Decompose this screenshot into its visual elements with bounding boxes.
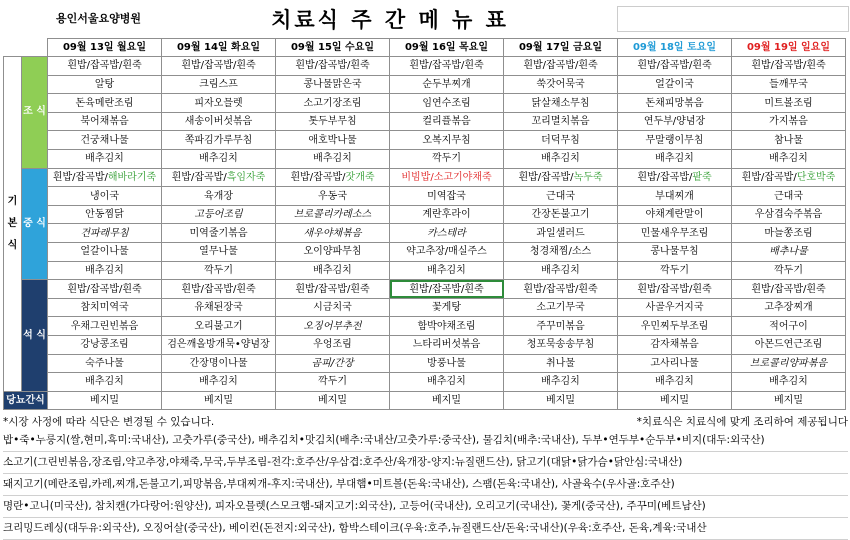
- menu-cell[interactable]: 새우야채볶음: [276, 224, 390, 243]
- menu-cell[interactable]: 간장돈불고기: [504, 205, 618, 224]
- menu-cell[interactable]: 검은깨올방개묵•양념장: [162, 336, 276, 355]
- menu-cell[interactable]: 약고추장/매실주스: [390, 243, 504, 262]
- menu-cell[interactable]: 들깨무국: [732, 75, 846, 94]
- notes-row: [3, 414, 848, 430]
- menu-cell[interactable]: [618, 168, 732, 187]
- menu-cell[interactable]: 베지밀: [618, 391, 732, 410]
- dinner-row: [4, 373, 846, 392]
- lunch-row: [4, 168, 846, 187]
- menu-cell[interactable]: 베지밀: [732, 391, 846, 410]
- day-header: 09월 18일 토요일: [618, 39, 732, 57]
- menu-cell[interactable]: 미역잡국: [390, 187, 504, 206]
- menu-cell[interactable]: 배추김치: [732, 373, 846, 392]
- menu-cell[interactable]: 깍두기: [618, 261, 732, 280]
- menu-cell[interactable]: 고추장찌개: [732, 298, 846, 317]
- menu-cell[interactable]: 아몬드연근조림: [732, 336, 846, 355]
- dinner-row: [4, 354, 846, 373]
- menu-cell[interactable]: 유채된장국: [162, 298, 276, 317]
- menu-cell[interactable]: 우채그린빈볶음: [48, 317, 162, 336]
- header-blank: [4, 39, 48, 57]
- menu-cell[interactable]: 배추김치: [390, 373, 504, 392]
- dinner-row: [4, 336, 846, 355]
- lunch-label: 중 식: [22, 168, 48, 280]
- menu-cell[interactable]: 임연수조림: [390, 94, 504, 113]
- menu-cell[interactable]: 사골우거지국: [618, 298, 732, 317]
- menu-cell[interactable]: 베지밀: [276, 391, 390, 410]
- day-header: 09월 15일 수요일: [276, 39, 390, 57]
- menu-cell[interactable]: 흰밥/잡곡밥/흰죽: [618, 57, 732, 76]
- menu-cell[interactable]: 오징어부추전: [276, 317, 390, 336]
- origin-line: 밥•죽•누룽지(쌀,현미,흑미:국내산), 고춧가루(중국산), 배추김치•맛김치(배추:국내산/고춧가루:중국산), 물김치(배추:국내산), 두부•연두부•순두부•비지(대두:외국산): [3, 430, 848, 452]
- breakfast-label: 조 식: [22, 57, 48, 169]
- menu-cell[interactable]: 청경채찜/소스: [504, 243, 618, 262]
- menu-cell[interactable]: 소고기장조림: [276, 94, 390, 113]
- menu-cell[interactable]: 컬리플볶음: [390, 112, 504, 131]
- day-header: 09월 13일 월요일: [48, 39, 162, 57]
- menu-cell[interactable]: 흰밥/잡곡밥/흰죽: [162, 57, 276, 76]
- menu-cell[interactable]: 우동국: [276, 187, 390, 206]
- menu-cell[interactable]: [48, 168, 162, 187]
- porridge-special: 흑임자죽: [226, 171, 266, 183]
- menu-cell[interactable]: 새송이버섯볶음: [162, 112, 276, 131]
- menu-cell[interactable]: 꼬리멸치볶음: [504, 112, 618, 131]
- menu-cell[interactable]: 깍두기: [390, 150, 504, 169]
- menu-cell[interactable]: 무말랭이무침: [618, 131, 732, 150]
- menu-cell[interactable]: 우엉조림: [276, 336, 390, 355]
- menu-cell[interactable]: 숙주나물: [48, 354, 162, 373]
- porridge-special: 해바라기죽: [107, 171, 157, 183]
- hospital-name: 용인서울요양병원: [56, 12, 142, 25]
- menu-cell[interactable]: 고등어조림: [162, 205, 276, 224]
- breakfast-row: [4, 75, 846, 94]
- menu-cell[interactable]: [276, 168, 390, 187]
- menu-cell[interactable]: 우삼겹숙주볶음: [732, 205, 846, 224]
- menu-cell[interactable]: 강낭콩조림: [48, 336, 162, 355]
- menu-cell[interactable]: 마늘쫑조림: [732, 224, 846, 243]
- menu-cell[interactable]: 배추김치: [162, 373, 276, 392]
- dinner-label: 석 식: [22, 280, 48, 392]
- menu-cell[interactable]: 배추김치: [618, 150, 732, 169]
- menu-cell[interactable]: 브로콜리양파볶음: [732, 354, 846, 373]
- dinner-row: [4, 298, 846, 317]
- menu-cell[interactable]: 야채계란말이: [618, 205, 732, 224]
- menu-cell[interactable]: 더덕무침: [504, 131, 618, 150]
- breakfast-row: [4, 131, 846, 150]
- page-title: 치료식 주 간 메 뉴 표: [271, 8, 509, 32]
- menu-cell[interactable]: 미역줄기볶음: [162, 224, 276, 243]
- rice-base: 흰밥/잡곡밥/: [518, 171, 574, 183]
- menu-cell[interactable]: 육개장: [162, 187, 276, 206]
- menu-cell[interactable]: 함박야채조림: [390, 317, 504, 336]
- menu-cell[interactable]: 배추김치: [276, 150, 390, 169]
- menu-cell[interactable]: 주꾸미볶음: [504, 317, 618, 336]
- menu-cell[interactable]: 가지볶음: [732, 112, 846, 131]
- menu-cell[interactable]: 흰밥/잡곡밥/흰죽: [276, 280, 390, 299]
- menu-cell[interactable]: 방풍나물: [390, 354, 504, 373]
- porridge-special: 팥죽: [692, 171, 712, 183]
- menu-cell[interactable]: 베지밀: [390, 391, 504, 410]
- menu-cell[interactable]: 민물새우무조림: [618, 224, 732, 243]
- rice-base: 흰밥/잡곡밥/: [637, 171, 693, 183]
- menu-cell[interactable]: 흰밥/잡곡밥/흰죽: [504, 57, 618, 76]
- menu-cell[interactable]: 배추김치: [48, 261, 162, 280]
- menu-cell[interactable]: 고사리나물: [618, 354, 732, 373]
- menu-cell[interactable]: 계란후라이: [390, 205, 504, 224]
- menu-cell[interactable]: 배추김치: [504, 150, 618, 169]
- menu-cell[interactable]: 오복지무침: [390, 131, 504, 150]
- menu-cell[interactable]: 흰밥/잡곡밥/흰죽: [48, 57, 162, 76]
- group-label: 기 본 식: [4, 57, 22, 392]
- origin-line: 크리밍드레싱(대두유:외국산), 오징어살(중국산), 베이컨(돈전지:외국산), 함박스테이크(우육:호주,뉴질랜드산/돈육:국내산)(우육:호주산, 돈육,계육:국내산: [3, 518, 848, 540]
- menu-cell[interactable]: 흰밥/잡곡밥/흰죽: [732, 280, 846, 299]
- menu-cell[interactable]: 쑥갓어묵국: [504, 75, 618, 94]
- menu-cell[interactable]: 북어채볶음: [48, 112, 162, 131]
- menu-cell[interactable]: 흰밥/잡곡밥/흰죽: [162, 280, 276, 299]
- snack-label: 당뇨간식: [4, 391, 48, 410]
- day-header: 09월 17일 금요일: [504, 39, 618, 57]
- menu-cell[interactable]: 얼갈이국: [618, 75, 732, 94]
- rice-base: 흰밥/잡곡밥/: [52, 171, 108, 183]
- menu-cell[interactable]: 열무나물: [162, 243, 276, 262]
- menu-cell[interactable]: 적어구이: [732, 317, 846, 336]
- menu-cell[interactable]: 연두부/양념장: [618, 112, 732, 131]
- menu-cell[interactable]: [162, 168, 276, 187]
- menu-cell[interactable]: 꽃게탕: [390, 298, 504, 317]
- menu-cell[interactable]: 배추김치: [504, 261, 618, 280]
- menu-cell[interactable]: 시금치국: [276, 298, 390, 317]
- menu-cell[interactable]: 크림스프: [162, 75, 276, 94]
- menu-cell[interactable]: 냉이국: [48, 187, 162, 206]
- menu-cell[interactable]: 청포묵송송무침: [504, 336, 618, 355]
- menu-cell[interactable]: 배추김치: [162, 150, 276, 169]
- menu-cell[interactable]: 피자오믈렛: [162, 94, 276, 113]
- menu-cell[interactable]: 느타리버섯볶음: [390, 336, 504, 355]
- menu-cell[interactable]: 콩나물맑은국: [276, 75, 390, 94]
- menu-cell[interactable]: 배추김치: [276, 261, 390, 280]
- menu-cell[interactable]: 우민찌두부조림: [618, 317, 732, 336]
- menu-cell[interactable]: 베지밀: [504, 391, 618, 410]
- lunch-row: [4, 243, 846, 262]
- menu-cell[interactable]: 브로콜리카레소스: [276, 205, 390, 224]
- day-header: 09월 16일 목요일: [390, 39, 504, 57]
- menu-cell[interactable]: 닭살채소무침: [504, 94, 618, 113]
- breakfast-row: [4, 150, 846, 169]
- menu-cell[interactable]: 얼갈이나물: [48, 243, 162, 262]
- menu-cell[interactable]: 애호박나물: [276, 131, 390, 150]
- menu-cell[interactable]: 취나물: [504, 354, 618, 373]
- menu-cell[interactable]: 흰밥/잡곡밥/흰죽: [618, 280, 732, 299]
- weekly-menu-table: [3, 38, 846, 410]
- menu-cell[interactable]: 깍두기: [162, 261, 276, 280]
- menu-cell[interactable]: [732, 168, 846, 187]
- menu-cell[interactable]: 부대찌개: [618, 187, 732, 206]
- menu-cell[interactable]: 근대국: [732, 187, 846, 206]
- menu-cell[interactable]: 순두부찌개: [390, 75, 504, 94]
- origin-line: 명란•고니(미국산), 참치캔(가다랑어:원양산), 피자오믈렛(스모크햄-돼지고기:외국산), 고등어(국내산), 오리고기(국내산), 꽃게(중국산), 주꾸미(베트남산): [3, 496, 848, 518]
- porridge-special: 단호박죽: [796, 171, 836, 183]
- menu-cell[interactable]: 톳두부무침: [276, 112, 390, 131]
- menu-cell[interactable]: 감자채볶음: [618, 336, 732, 355]
- dinner-row: [4, 280, 846, 299]
- menu-cell[interactable]: 깍두기: [732, 261, 846, 280]
- menu-cell[interactable]: 배추김치: [618, 373, 732, 392]
- menu-cell[interactable]: 과일샐러드: [504, 224, 618, 243]
- menu-cell[interactable]: 간장명이나물: [162, 354, 276, 373]
- menu-cell[interactable]: 오리불고기: [162, 317, 276, 336]
- lunch-row: [4, 187, 846, 206]
- breakfast-row: [4, 57, 846, 76]
- menu-cell[interactable]: 흰밥/잡곡밥/흰죽: [390, 57, 504, 76]
- menu-cell[interactable]: 깍두기: [276, 373, 390, 392]
- menu-cell[interactable]: 흰밥/잡곡밥/흰죽: [732, 57, 846, 76]
- rice-base: 흰밥/잡곡밥/: [741, 171, 797, 183]
- breakfast-row: [4, 112, 846, 131]
- menu-cell[interactable]: [504, 168, 618, 187]
- breakfast-row: [4, 94, 846, 113]
- porridge-special: 잣개죽: [345, 171, 375, 183]
- menu-cell[interactable]: 쪽파김가루무침: [162, 131, 276, 150]
- menu-cell[interactable]: 베지밀: [162, 391, 276, 410]
- menu-cell[interactable]: 돈채피망볶음: [618, 94, 732, 113]
- menu-cell[interactable]: 배추나물: [732, 243, 846, 262]
- menu-cell[interactable]: 참치미역국: [48, 298, 162, 317]
- note-right: *치료식은 치료식에 맞게 조리하여 제공됩니다: [636, 416, 848, 428]
- corner-empty-cell: [617, 6, 849, 32]
- menu-cell[interactable]: 배추김치: [390, 261, 504, 280]
- menu-cell[interactable]: 카스테라: [390, 224, 504, 243]
- origin-line: 소고기(그린빈볶음,장조림,약고추장,야채죽,무국,두부조림-전각:호주산/우삼겹:호주산/육개장-양지:뉴질랜드산), 닭고기(대닭•닭가슴•닭안심:국내산): [3, 452, 848, 474]
- day-header-row: [4, 39, 846, 57]
- day-header: 09월 19일 일요일: [732, 39, 846, 57]
- menu-cell[interactable]: 배추김치: [48, 373, 162, 392]
- lunch-row: [4, 205, 846, 224]
- menu-cell[interactable]: 흰밥/잡곡밥/흰죽: [504, 280, 618, 299]
- menu-cell[interactable]: 배추김치: [504, 373, 618, 392]
- menu-cell[interactable]: 곰피/간장: [276, 354, 390, 373]
- lunch-row: [4, 261, 846, 280]
- menu-cell[interactable]: 오이양파무침: [276, 243, 390, 262]
- menu-cell[interactable]: 건파래무침: [48, 224, 162, 243]
- day-header: 09월 14일 화요일: [162, 39, 276, 57]
- menu-cell[interactable]: 안동찜닭: [48, 205, 162, 224]
- rice-base: 흰밥/잡곡밥/: [290, 171, 346, 183]
- menu-cell[interactable]: 소고기무국: [504, 298, 618, 317]
- menu-cell[interactable]: 근대국: [504, 187, 618, 206]
- lunch-row: [4, 224, 846, 243]
- origin-info: [3, 430, 848, 540]
- porridge-special: 녹두죽: [573, 171, 603, 183]
- menu-cell[interactable]: 참나물: [732, 131, 846, 150]
- menu-cell[interactable]: 흰밥/잡곡밥/흰죽: [48, 280, 162, 299]
- note-left: *시장 사정에 따라 식단은 변경될 수 있습니다.: [3, 416, 215, 428]
- menu-cell[interactable]: 콩나물무침: [618, 243, 732, 262]
- menu-cell[interactable]: 건궁채나물: [48, 131, 162, 150]
- menu-cell[interactable]: 배추김치: [48, 150, 162, 169]
- menu-cell[interactable]: 알탕: [48, 75, 162, 94]
- menu-cell[interactable]: 베지밀: [48, 391, 162, 410]
- menu-cell[interactable]: 배추김치: [732, 150, 846, 169]
- origin-line: 돼지고기(메란조림,카레,찌개,돈불고기,피망볶음,부대찌개-후지:국내산), 부대햄•미트볼(돈육:국내산), 스팸(돈육:국내산), 사골육수(우사골:호주산): [3, 474, 848, 496]
- rice-base: 흰밥/잡곡밥/: [171, 171, 227, 183]
- notes-section: [3, 414, 848, 540]
- menu-cell[interactable]: 흰밥/잡곡밥/흰죽: [276, 57, 390, 76]
- dinner-row: [4, 317, 846, 336]
- menu-cell[interactable]: 비빔밥/소고기야채죽: [390, 168, 504, 187]
- menu-cell[interactable]: 흰밥/잡곡밥/흰죽: [390, 280, 504, 299]
- menu-cell[interactable]: 미트볼조림: [732, 94, 846, 113]
- snack-row: [4, 391, 846, 410]
- menu-cell[interactable]: 돈육메란조림: [48, 94, 162, 113]
